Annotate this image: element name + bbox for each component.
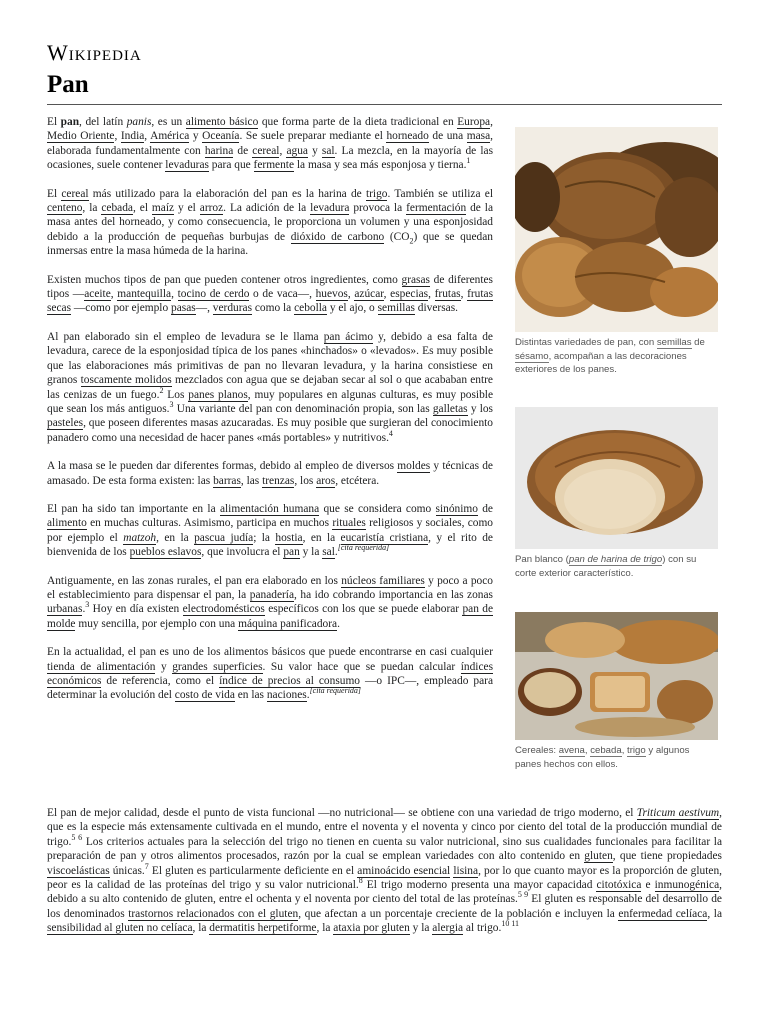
text-run: y <box>155 660 173 673</box>
article-link[interactable]: cebada <box>101 202 133 215</box>
text-run: y la <box>299 546 323 559</box>
article-link[interactable]: índices económicos <box>47 660 493 687</box>
article-link[interactable]: trastornos relacionados con el gluten <box>128 907 299 920</box>
article-link[interactable]: lisina <box>453 864 479 877</box>
text-run: pan <box>60 116 80 128</box>
text-run: , que tiene propiedades <box>612 850 722 863</box>
text-run: , la <box>316 922 334 935</box>
article-link[interactable]: Europa <box>457 116 491 128</box>
text-run: y el ajo, o <box>326 302 378 315</box>
text-run: como la <box>252 302 295 315</box>
article-link[interactable]: Triticum aestivum <box>636 807 720 819</box>
article-link[interactable]: alimento <box>47 517 87 530</box>
text-run: ; la <box>253 531 276 544</box>
text-run: Una variante del pan con denominación propia, son las <box>173 402 433 415</box>
text-run: , que poseen diferentes masas azucaradas. Es muy posible que surgieran del conocimiento panadero como una necesidad de hacer panes «más portables» y nutritivos. <box>47 417 493 444</box>
article-link[interactable]: cereal <box>252 144 280 157</box>
text-run: El <box>47 116 61 128</box>
caption-text: , <box>621 745 628 756</box>
reference-mark[interactable]: 10 11 <box>501 919 520 929</box>
text-run: de diferentes tipos — <box>47 273 493 301</box>
text-run: , la <box>82 202 102 215</box>
article-link[interactable]: azúcar <box>354 288 384 301</box>
article-body-full-width <box>47 806 722 950</box>
text-run: de la masa antes del horneado, y como consecuencia, le proporciona un volumen y una esponjosidad debido a la producción de pequeñas burbujas de <box>47 202 494 243</box>
article-link[interactable]: semillas <box>377 302 415 315</box>
figure-caption <box>515 553 718 580</box>
text-run: de una <box>428 130 467 143</box>
paragraph <box>47 459 493 488</box>
article-link[interactable]: maíz <box>151 202 175 215</box>
text-run: provoca la <box>349 202 407 215</box>
article-link[interactable]: electrodomésticos <box>182 603 265 616</box>
text-run: la masa y sea más esponjosa y tierna. <box>294 159 467 172</box>
figure-cereals <box>515 612 718 771</box>
text-run: y poco a poco el establecimiento para dispensar el pan, la <box>47 574 493 601</box>
text-run: , elaborada fundamentalmente con <box>47 130 493 157</box>
article-link[interactable]: máquina panificadora <box>238 617 338 630</box>
article-link[interactable]: trenzas <box>262 474 295 487</box>
text-run: , el <box>132 202 152 215</box>
paragraph <box>47 502 493 560</box>
article-link[interactable]: panadería <box>249 588 295 601</box>
article-link[interactable]: harina <box>204 144 234 157</box>
article-link[interactable]: galletas <box>432 402 468 415</box>
text-run: En la actualidad, el pan es uno de los alimentos básicos que puede encontrarse en casi cualquier <box>47 646 493 659</box>
article-link[interactable]: moldes <box>397 460 431 473</box>
article-link[interactable]: aros <box>316 474 336 487</box>
article-link[interactable]: levaduras <box>165 159 209 172</box>
caption-link[interactable]: avena <box>558 745 585 756</box>
text-run: Los criterios actuales para la selección del trigo no tienen en cuenta su valor nutricional, sino sus cualidades funcionales para facilitar la preparación de pan y otros alimentos procesados, razón por la cual se emplean variedades con alto contenido en <box>47 835 723 863</box>
text-run: , <box>114 130 121 143</box>
bread-loaves-image[interactable] <box>515 127 718 332</box>
article-link[interactable]: pasas <box>171 302 196 315</box>
article-link[interactable]: cebolla <box>294 302 327 315</box>
text-run: . También se utiliza el <box>387 187 493 200</box>
caption-link[interactable]: sésamo <box>515 350 549 362</box>
text-run: ) que se quedan inmersas entre la masa húmeda de la harina. <box>47 230 493 258</box>
text-run: El gluten es responsable del desarrollo de los denominados <box>47 893 722 920</box>
text-run: 2 <box>409 236 414 246</box>
wikipedia-logo[interactable]: Wikipedia <box>47 40 142 65</box>
article-link[interactable]: viscoelásticas <box>47 864 110 877</box>
text-run: Hoy en día existen <box>89 603 183 616</box>
text-run: e <box>641 879 655 892</box>
text-run: , que afectan a un porcentaje creciente de la población e incluyen la <box>298 907 619 920</box>
text-run: —como por ejemplo <box>71 302 172 315</box>
figure-white-bread <box>515 407 718 580</box>
text-run: de <box>477 502 493 515</box>
text-run: , <box>110 288 118 301</box>
article-link[interactable]: sensibilidad al gluten no celíaca <box>47 922 193 935</box>
reference-mark[interactable]: 5 6 <box>71 833 83 843</box>
text-run: El pan de mejor calidad, desde el punto de vista funcional —no nutricional— se obtiene con una variedad de trigo moderno, el <box>47 807 637 819</box>
reference-mark[interactable]: [cita requerida] <box>337 543 390 553</box>
text-run: en las <box>234 689 267 702</box>
caption-text: Distintas variedades de pan, con <box>515 337 657 348</box>
article-link[interactable]: matzoh <box>123 531 157 544</box>
text-run: El trigo moderno presenta una mayor capacidad <box>362 879 597 892</box>
article-link[interactable]: Medio Oriente <box>47 130 115 143</box>
text-run: panis <box>126 116 152 128</box>
caption-link[interactable]: pan de harina de trigo <box>568 554 663 565</box>
text-run: , etcétera. <box>335 474 380 487</box>
article-link[interactable]: verduras <box>212 302 253 315</box>
article-link[interactable]: sinónimo <box>435 502 478 515</box>
text-run: religiosos y sociales, como por ejemplo el <box>47 517 493 544</box>
paragraph <box>47 330 493 445</box>
reference-mark[interactable]: 3 <box>85 600 90 610</box>
text-run: , es un <box>151 116 186 128</box>
article-link[interactable]: agua <box>286 144 308 157</box>
title-divider <box>47 104 722 105</box>
article-link[interactable]: gluten <box>584 850 613 863</box>
article-link[interactable]: aceite <box>84 288 111 301</box>
text-run: —, <box>195 302 213 315</box>
article-link[interactable]: alimento básico <box>185 116 259 128</box>
text-run: (CO <box>384 230 410 243</box>
text-run: , <box>460 288 468 301</box>
text-run: , <box>279 144 287 157</box>
text-run: , <box>347 288 355 301</box>
text-run: y, debido a esa falta de levadura, carece de la esponjosidad típica de los panes «hinchados» o «levados». Es muy posible que las elaboraciones más primitivas de pan no llevaran levadura, y la harina consistiese en granos <box>47 330 493 387</box>
text-run: y la <box>409 922 433 935</box>
article-link[interactable]: costo de vida <box>174 689 235 702</box>
paragraph <box>47 115 493 173</box>
text-run: , en la <box>302 531 341 544</box>
article-link[interactable]: citotóxica <box>596 879 642 892</box>
article-link[interactable]: pascua judía <box>194 531 254 544</box>
paragraph <box>47 645 493 703</box>
article-link[interactable]: índice de precios al consumo <box>219 675 361 687</box>
article-link[interactable]: panes planos <box>188 388 248 401</box>
article-link[interactable]: urbanas <box>47 603 83 616</box>
text-run: . <box>334 546 338 559</box>
text-run: , y el rito de bienvenida de los <box>47 531 493 559</box>
figure-bread-varieties <box>515 127 718 377</box>
text-run: de referencia, como el <box>101 675 220 687</box>
text-run: . <box>82 603 86 616</box>
article-link[interactable]: Oceanía <box>202 130 240 143</box>
article-link[interactable]: pan de molde <box>47 603 494 630</box>
reference-mark[interactable]: 3 <box>169 400 174 410</box>
article-link[interactable]: enfermedad celíaca <box>618 907 708 920</box>
text-run: Existen muchos tipos de pan que pueden contener otros ingredientes, como <box>47 273 402 286</box>
article-link[interactable]: centeno <box>47 202 83 215</box>
text-run: , los <box>294 474 317 487</box>
text-run: Antiguamente, en las zonas rurales, el pan era elaborado en los <box>47 574 342 587</box>
text-run: , <box>428 288 435 301</box>
caption-text: Cereales: <box>515 745 559 756</box>
reference-mark[interactable]: 7 <box>144 861 149 871</box>
text-run: en muchas culturas. Asimismo, participa en muchos <box>86 517 333 530</box>
text-run: . <box>337 617 340 630</box>
article-link[interactable]: pan ácimo <box>323 330 374 343</box>
text-run: El <box>47 187 62 200</box>
text-run: específicos con los que se puede elaborar <box>264 603 463 616</box>
article-link[interactable]: dermatitis herpetiforme <box>209 922 317 935</box>
caption-text: de <box>691 337 705 348</box>
text-run: —o IPC—, empleado para determinar la evolución del <box>47 675 493 702</box>
text-run: , las <box>240 474 263 487</box>
text-run: , que involucra el <box>201 546 284 559</box>
text-run: . <box>306 689 310 702</box>
article-link[interactable]: tienda de alimentación <box>47 660 156 673</box>
article-link[interactable]: trigo <box>365 187 388 200</box>
text-run: únicas. <box>109 864 145 877</box>
figure-caption <box>515 744 718 771</box>
text-run: El gluten es particularmente deficiente en el <box>148 864 358 877</box>
caption-text: Pan blanco ( <box>515 554 569 565</box>
caption-text: ) con su corte exterior característico. <box>515 554 697 579</box>
article-link[interactable]: horneado <box>386 130 429 143</box>
text-run: más utilizado para la elaboración del pan es la harina de <box>88 187 366 200</box>
article-link[interactable]: hostia <box>275 531 303 544</box>
paragraph <box>47 806 722 936</box>
article-link[interactable]: fermente <box>253 159 295 172</box>
caption-text: , <box>584 745 591 756</box>
paragraph <box>47 273 493 316</box>
text-run: Al pan elaborado sin el empleo de levadura se le llama <box>47 330 324 343</box>
text-run: para que <box>208 159 254 172</box>
text-run: de <box>233 144 253 157</box>
text-run: o de vaca—, <box>249 288 316 301</box>
paragraph <box>47 574 493 632</box>
article-link[interactable]: alimentación humana <box>219 502 320 515</box>
text-run: . La mezcla, en la mayoría de las ocasiones, suele contener <box>47 144 493 172</box>
article-link[interactable]: frutas secas <box>47 288 494 315</box>
text-run: mezclados con agua que se dejaban secar al sol o que acababan entre las cenizas de un fuego. <box>47 374 493 401</box>
article-link[interactable]: cereal <box>61 187 89 200</box>
white-bread-image[interactable] <box>515 407 718 549</box>
article-link[interactable]: barras <box>213 474 241 487</box>
text-run: diversas. <box>414 302 458 315</box>
figure-caption <box>515 336 718 377</box>
article-link[interactable]: huevos <box>315 288 348 301</box>
text-run: , la <box>707 907 722 920</box>
article-link[interactable]: naciones <box>266 689 307 702</box>
text-run: Los <box>163 388 189 401</box>
article-link[interactable]: rituales <box>332 517 366 530</box>
caption-link[interactable]: semillas <box>656 337 692 348</box>
text-run: , <box>383 288 391 301</box>
text-run: . Se suele preparar mediante el <box>239 130 387 143</box>
text-run: , ha ido cobrando importancia en las zonas <box>294 588 493 601</box>
article-link[interactable]: aminoácido esencial <box>357 864 451 877</box>
article-link[interactable]: sal <box>322 546 335 559</box>
text-run: El pan ha sido tan importante en la <box>47 502 220 515</box>
text-run: , debido a su alto contenido de gluten, entre el ochenta y el noventa por ciento del total de las proteínas. <box>47 879 722 906</box>
article-link[interactable]: pasteles <box>47 417 84 430</box>
text-run: y <box>189 130 203 143</box>
text-run: , en la <box>156 531 195 544</box>
text-run: que forma parte de la dieta tradicional en <box>258 116 458 128</box>
article-link[interactable]: ataxia por gluten <box>333 922 410 935</box>
reference-mark[interactable]: 8 <box>358 876 363 886</box>
caption-link[interactable]: trigo <box>627 745 646 756</box>
article-link[interactable]: pueblos eslavos <box>129 546 202 559</box>
reference-mark[interactable]: 1 <box>466 156 471 166</box>
article-link[interactable]: eucaristía cristiana <box>340 531 429 544</box>
text-run: y los <box>467 402 493 415</box>
text-run: al trigo. <box>463 922 502 935</box>
article-link[interactable]: núcleos familiares <box>341 574 425 587</box>
article-link[interactable]: sal <box>321 144 335 157</box>
article-link[interactable]: tocino de cerdo <box>177 288 250 301</box>
cereals-image[interactable] <box>515 612 718 740</box>
article-link[interactable]: inmunogénica <box>654 879 720 892</box>
article-link[interactable]: toscamente molidos <box>80 374 172 387</box>
text-run: , <box>490 116 493 128</box>
article-link[interactable]: masa <box>466 130 491 143</box>
article-link[interactable]: dióxido de carbono <box>290 230 385 243</box>
reference-mark[interactable]: [cita requerida] <box>309 686 362 696</box>
article-link[interactable]: levadura <box>310 202 350 215</box>
text-run: que se considera como <box>319 502 436 515</box>
text-run: y el <box>174 202 200 215</box>
article-link[interactable]: pan <box>283 546 300 559</box>
paragraph <box>47 187 493 259</box>
article-link[interactable]: India <box>120 130 145 143</box>
article-link[interactable]: mantequilla <box>117 288 172 301</box>
article-link[interactable]: alergia <box>432 922 464 935</box>
text-run: , <box>171 288 178 301</box>
text-run: , muy populares en algunas culturas, es muy posible que sean los más antiguos. <box>47 388 493 415</box>
article-link[interactable]: fermentación <box>406 202 467 215</box>
text-run: . La adición de la <box>223 202 311 215</box>
reference-mark[interactable]: 4 <box>388 428 393 438</box>
text-run: , la <box>192 922 210 935</box>
article-link[interactable]: América <box>150 130 190 143</box>
article-link[interactable]: especias <box>390 288 429 301</box>
caption-link[interactable]: cebada <box>590 745 622 756</box>
reference-mark[interactable]: 5 9 <box>517 890 529 900</box>
text-run: y técnicas de amasado. De esta forma existen: las <box>47 460 493 487</box>
text-run: , que es la especie más extensamente cultivada en el mundo, entre el noventa y el noventa y cinco por ciento del total de la producción mundial de trigo. <box>47 807 722 848</box>
caption-text: , acompañan a las decoraciones exteriores de los panes. <box>515 350 687 375</box>
page-title: Pan <box>47 71 89 98</box>
article-link[interactable]: frutas <box>434 288 461 301</box>
reference-mark[interactable]: 2 <box>159 385 164 395</box>
caption-text: y algunos panes hechos con ellos. <box>515 745 690 770</box>
text-run: , <box>144 130 151 143</box>
article-link[interactable]: arroz <box>199 202 224 215</box>
text-run: y <box>307 144 322 157</box>
text-run: , del latín <box>79 116 127 128</box>
text-run: , por lo que cuanto mayor es la proporción de gluten, peor es la calidad de las proteínas del trigo y su valor nutricional. <box>47 864 722 892</box>
text-run: A la masa se le pueden dar diferentes formas, debido al empleo de diversos <box>47 460 398 473</box>
text-run: . Su valor hace que se puedan calcular <box>262 660 461 673</box>
text-run: muy sencilla, por ejemplo con una <box>75 617 239 630</box>
article-link[interactable]: grasas <box>401 273 430 286</box>
article-link[interactable]: grandes superficies <box>172 660 263 673</box>
article-body <box>47 115 493 717</box>
